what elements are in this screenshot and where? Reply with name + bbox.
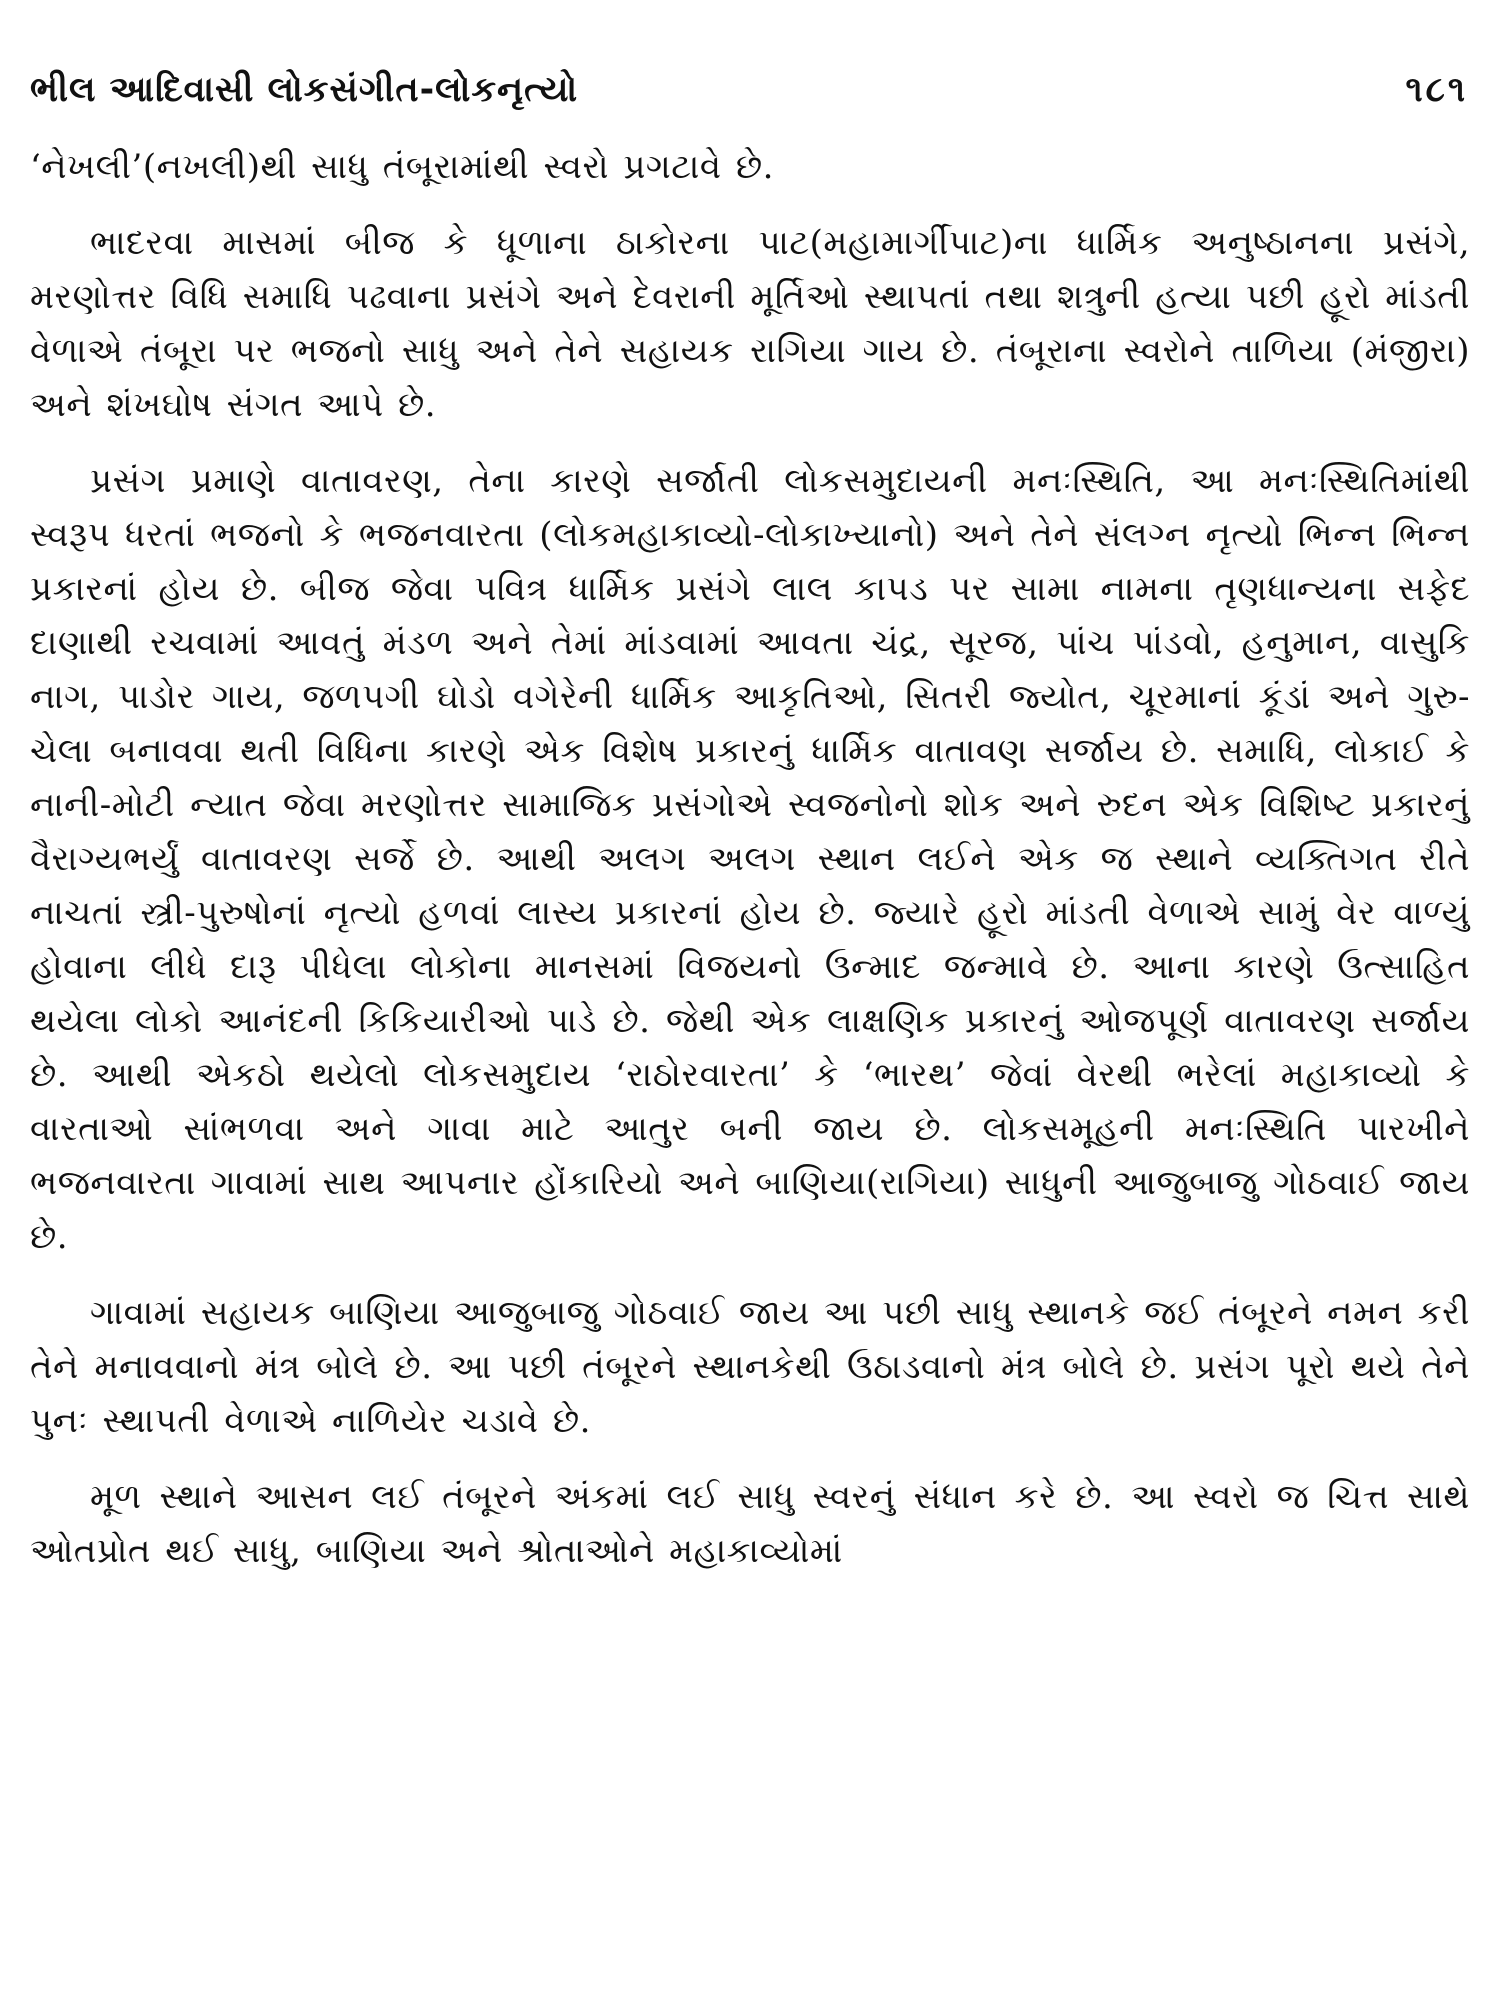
running-header [30,70,1470,110]
body-text [30,140,1470,1578]
page-number: ૧૮૧ [1405,70,1468,110]
paragraph-3: પ્રસંગ પ્રમાણે વાતાવરણ, તેના કારણે સર્જાતી લોકસમુદાયની મનઃસ્થિતિ, આ મનઃસ્થિતિમાંથી સ્વરૂપ ધરતાં ભજનો કે ભજનવારતા (લોકમહાકાવ્યો-લોકાખ્યાનો) અને તેને સંલગ્ન નૃત્યો ભિન્ન ભિન્ન પ્રકારનાં હોય છે. બીજ જેવા પવિત્ર ધાર્મિક પ્રસંગે લાલ કાપડ પર સામા નામના તૃણધાન્યના સફેદ દાણાથી રચવામાં આવતું મંડળ અને તેમાં માંડવામાં આવતા ચંદ્ર, સૂરજ, પાંચ પાંડવો, હનુમાન, વાસુકિ નાગ, પાડોર ગાય, જળપગી ઘોડો વગેરેની ધાર્મિક આકૃતિઓ, સિતરી જ્યોત, ચૂરમાનાં કૂંડાં અને ગુરુ-ચેલા બનાવવા થતી વિધિના કારણે એક વિશેષ પ્રકારનું ધાર્મિક વાતાવણ સર્જાય છે. સમાધિ, લોકાઈ કે નાની-મોટી ન્યાત જેવા મરણોત્તર સામાજિક પ્રસંગોએ સ્વજનોનો શોક અને રુદન એક વિશિષ્ટ પ્રકારનું વૈરાગ્યભર્યું વાતાવરણ સર્જે છે. આથી અલગ અલગ સ્થાન લઈને એક જ સ્થાને વ્યક્તિગત રીતે નાચતાં સ્ત્રી-પુરુષોનાં નૃત્યો હળવાં લાસ્ય પ્રકારનાં હોય છે. જ્યારે હૂરો માંડતી વેળાએ સામું વેર વાળ્યું હોવાના લીધે દારૂ પીધેલા લોકોના માનસમાં વિજયનો ઉન્માદ જન્માવે છે. આના કારણે ઉત્સાહિત થયેલા લોકો આનંદની કિકિયારીઓ પાડે છે. જેથી એક લાક્ષણિક પ્રકારનું ઓજપૂર્ણ વાતાવરણ સર્જાય છે. આથી એકઠો થયેલો લોકસમુદાય ‘રાઠોરવારતા’ કે ‘ભારથ’ જેવાં વેરથી ભરેલાં મહાકાવ્યો કે વારતાઓ સાંભળવા અને ગાવા માટે આતુર બની જાય છે. લોકસમૂહની મનઃસ્થિતિ પારખીને ભજનવારતા ગાવામાં સાથ આપનાર હોંકારિયો અને બાણિયા(રાગિયા) સાધુની આજુબાજુ ગોઠવાઈ જાય છે. [30,461,1470,1257]
paragraph-4: ગાવામાં સહાયક બાણિયા આજુબાજુ ગોઠવાઈ જાય આ પછી સાધુ સ્થાનકે જઈ તંબૂરને નમન કરી તેને મનાવવાનો મંત્ર બોલે છે. આ પછી તંબૂરને સ્થાનકેથી ઉઠાડવાનો મંત્ર બોલે છે. પ્રસંગ પૂરો થયે તેને પુનઃ સ્થાપતી વેળાએ નાળિયેર ચડાવે છે. [30,1293,1470,1441]
paragraph-2: ભાદરવા માસમાં બીજ કે ધૂળાના ઠાકોરના પાટ(મહામાર્ગીપાટ)ના ધાર્મિક અનુષ્ઠાનના પ્રસંગે, મરણોત્તર વિધિ સમાધિ પઢવાના પ્રસંગે અને દેવરાની મૂર્તિઓ સ્થાપતાં તથા શત્રુની હત્યા પછી હૂરો માંડતી વેળાએ તંબૂરા પર ભજનો સાધુ અને તેને સહાયક રાગિયા ગાય છે. તંબૂરાના સ્વરોને તાળિયા (મંજીરા) અને શંખઘોષ સંગત આપે છે. [30,223,1470,425]
running-title: ભીલ આદિવાસી લોકસંગીત-લોકનૃત્યો [30,70,579,110]
paragraph-5: મૂળ સ્થાને આસન લઈ તંબૂરને અંકમાં લઈ સાધુ સ્વરનું સંધાન કરે છે. આ સ્વરો જ ચિત્ત સાથે ઓતપ્રોત થઈ સાધુ, બાણિયા અને શ્રોતાઓને મહાકાવ્યોમાં [30,1477,1470,1571]
paragraph-1: ‘નેખલી’(નખલી)થી સાધુ તંબૂરામાંથી સ્વરો પ્રગટાવે છે. [30,147,774,187]
